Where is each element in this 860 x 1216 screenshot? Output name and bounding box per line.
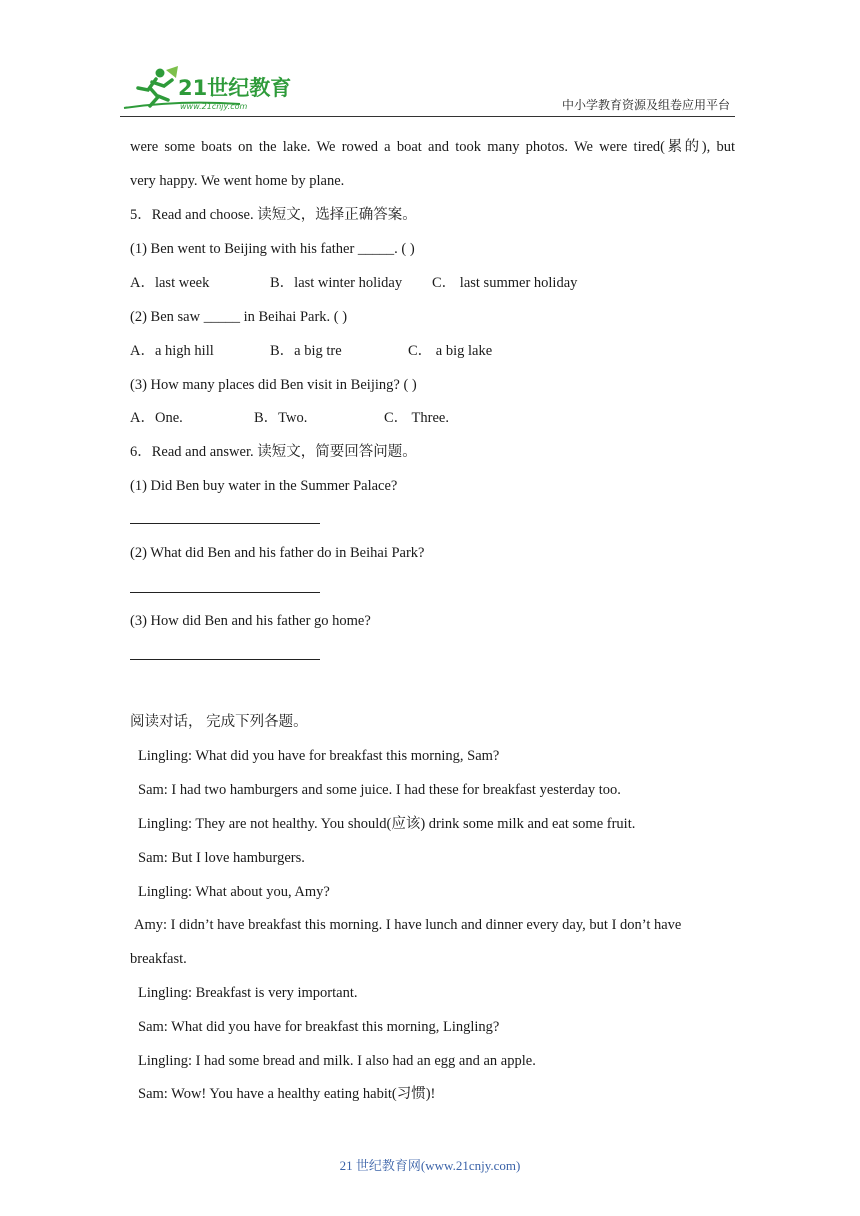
platform-name: 中小学教育资源及组卷应用平台 — [561, 98, 730, 112]
dialogue-line: Lingling: What did you have for breakfast this morning, Sam? — [138, 748, 500, 764]
svg-text:21世纪教育: 21世纪教育 — [178, 76, 292, 100]
q5-1-option-c[interactable]: C． last summer holiday — [432, 275, 578, 291]
answer-line-1[interactable] — [130, 523, 320, 524]
dialogue-line: Lingling: What about you, Amy? — [138, 884, 330, 900]
passage-line-1: were some boats on the lake. We rowed a boat and took many photos. We were tired(累的), but — [130, 139, 735, 155]
answer-line-2[interactable] — [130, 592, 320, 593]
q5-2-option-c[interactable]: C． a big lake — [408, 343, 493, 359]
q5-3-option-a[interactable]: A．One. — [130, 410, 183, 426]
dialogue-line: Sam: Wow! You have a healthy eating habit(习惯)! — [138, 1086, 436, 1102]
q5-question-1: (1) Ben went to Beijing with his father _____. ( ) — [130, 241, 415, 257]
q5-1-option-b[interactable]: B．last winter holiday — [270, 275, 403, 291]
q6-question-3: (3) How did Ben and his father go home? — [130, 613, 371, 629]
dialogue-line: Lingling: They are not healthy. You should(应该) drink some milk and eat some fruit. — [138, 816, 636, 832]
q5-2-option-b[interactable]: B．a big tre — [270, 343, 342, 359]
answer-line-3[interactable] — [130, 659, 320, 660]
dialogue-line: Lingling: I had some bread and milk. I also had an egg and an apple. — [138, 1053, 536, 1069]
q5-2-option-a[interactable]: A．a high hill — [130, 343, 214, 359]
q5-question-3: (3) How many places did Ben visit in Beijing? ( ) — [130, 377, 417, 393]
q6-question-2: (2) What did Ben and his father do in Beihai Park? — [130, 545, 425, 561]
passage-line-2: very happy. We went home by plane. — [130, 173, 345, 189]
q6-title: 6．Read and answer. 读短文，简要回答问题。 — [130, 444, 417, 460]
page-footer[interactable]: 21 世纪教育网(www.21cnjy.com) — [339, 1158, 521, 1173]
svg-text:www.21cnjy.com: www.21cnjy.com — [180, 102, 248, 111]
logo-runner-icon — [120, 64, 295, 112]
dialogue-line: Lingling: Breakfast is very important. — [138, 985, 358, 1001]
q6-question-1: (1) Did Ben buy water in the Summer Palace? — [130, 478, 398, 494]
q5-1-option-a[interactable]: A．last week — [130, 275, 210, 291]
dialogue-line: breakfast. — [130, 951, 187, 967]
q5-question-2: (2) Ben saw _____ in Beihai Park. ( ) — [130, 309, 348, 325]
dialogue-line: Sam: But I love hamburgers. — [138, 850, 305, 866]
dialogue-intro: 阅读对话， 完成下列各题。 — [130, 714, 308, 730]
q5-title: 5．Read and choose. 读短文，选择正确答案。 — [130, 207, 417, 223]
q5-3-option-c[interactable]: C． Three. — [384, 410, 449, 426]
page-header — [120, 60, 735, 117]
q5-3-option-b[interactable]: B．Two. — [254, 410, 308, 426]
logo — [120, 64, 295, 112]
dialogue-line: Amy: I didn’t have breakfast this morning. I have lunch and dinner every day, but I don’t have — [134, 917, 682, 933]
dialogue-line: Sam: What did you have for breakfast this morning, Lingling? — [138, 1019, 500, 1035]
dialogue-line: Sam: I had two hamburgers and some juice. I had these for breakfast yesterday too. — [138, 782, 621, 798]
